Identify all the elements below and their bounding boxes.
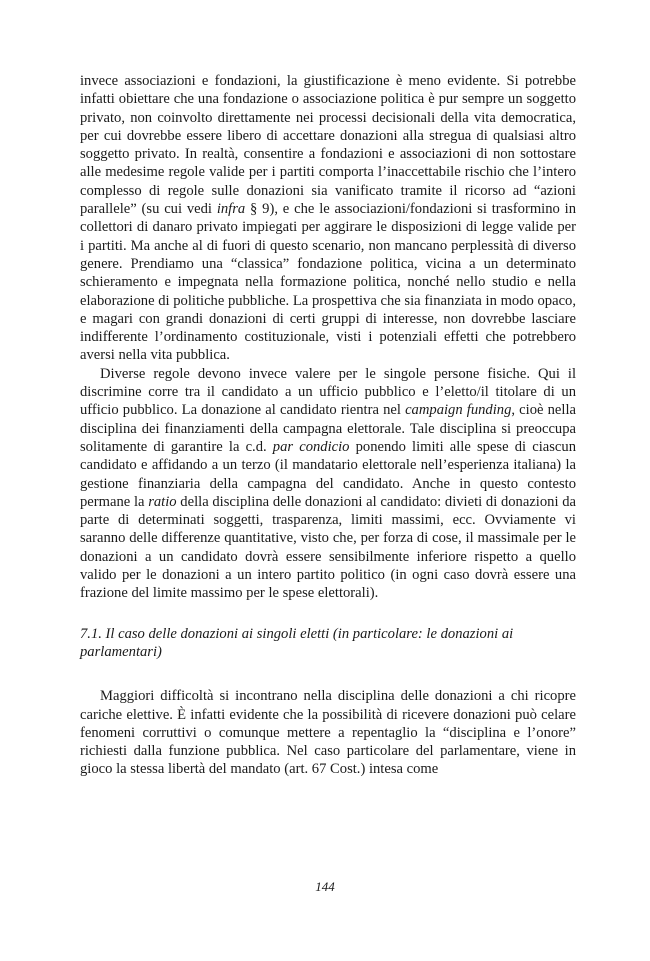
italic-term: ratio	[148, 493, 177, 510]
page-body	[80, 72, 576, 779]
italic-term: infra	[216, 201, 246, 218]
italic-term: campaign funding	[405, 402, 512, 419]
paragraph-natural-persons: Diverse regole devono invece valere per le singole persone fisiche. Qui il discrimine corre tra il candidato a un ufficio pubblico e l’eletto/il titolare di un ufficio pubblico. La donazione al candidato rientra nel campaign funding, cioè nella disciplina dei finanziamenti della campagna elettorale. Tale disciplina si preoccupa solitamente di garantire la c.d. par condicio ponendo limiti alle spese di ciascun candidato e affidando a un terzo (il mandatario elettorale nell’esperienza italiana) la gestione finanziaria della campagna del candidato. Anche in questo contesto permane la ratio della disciplina delle donazioni al candidato: divieti di donazioni da parte di determinati soggetti, trasparenza, limiti massimi, ecc. Ovviamente vi saranno delle differenze quantitative, visto che, per forza di cose, il massimale per le donazioni a un candidato dovrà essere sensibilmente inferiore rispetto a quello valido per le donazioni a un intero partito politico (in ogni caso dovrà essere una frazione del limite massimo per le spese elettorali).	[80, 365, 576, 602]
page-number: 144	[315, 879, 335, 894]
italic-term: par condicio	[272, 438, 350, 455]
paragraph-associations: invece associazioni e fondazioni, la giustificazione è meno evidente. Si potrebbe infatti obiettare che una fondazione o associazione politica è pur sempre un soggetto privato, non coinvolto direttamente nei processi decisionali della vita democratica, per cui dovrebbe essere libero di accettare donazioni alla stregua di qualsiasi altro soggetto privato. In realtà, consentire a fondazioni e associazioni di non sottostare alle medesime regole valide per i partiti comporta l’inaccettabile rischio che l’intero complesso di regole sulle donazioni sia vanificato tramite il ricorso ad “azioni parallele” (su cui vedi infra § 9), e che le associazioni/fondazioni si trasformino in collettori di danaro privato impiegati per aggirare le disposizioni di legge valide per i partiti. Ma anche al di fuori di questo scenario, non mancano perplessità di diverso genere. Prendiamo una “classica” fondazione politica, vicina a un determinato schieramento e impegnata nella formazione politica, nonché nello studio e nella elaborazione di politiche pubbliche. La prospettiva che sia finanziata in modo opaco, e magari con grandi donazioni di certi gruppi di interesse, non dovrebbe lasciare indifferente l’ordinamento costituzionale, visti i potenziali effetti che potrebbero aversi nella vita pubblica.	[80, 73, 576, 364]
paragraph-elected-officials: Maggiori difficoltà si incontrano nella disciplina delle donazioni a chi ricopre cariche elettive. È infatti evidente che la possibilità di ricevere donazioni può celare fenomeni corruttivi o comunque mettere a repentaglio la “disciplina e l’onore” richiesti dalla funzione pubblica. Nel caso particolare del parlamentare, viene in gioco la stessa libertà del mandato (art. 67 Cost.) intesa come	[80, 688, 576, 778]
section-heading: 7.1. Il caso delle donazioni ai singoli eletti (in particolare: le donazioni ai parlamentari)	[80, 625, 514, 660]
